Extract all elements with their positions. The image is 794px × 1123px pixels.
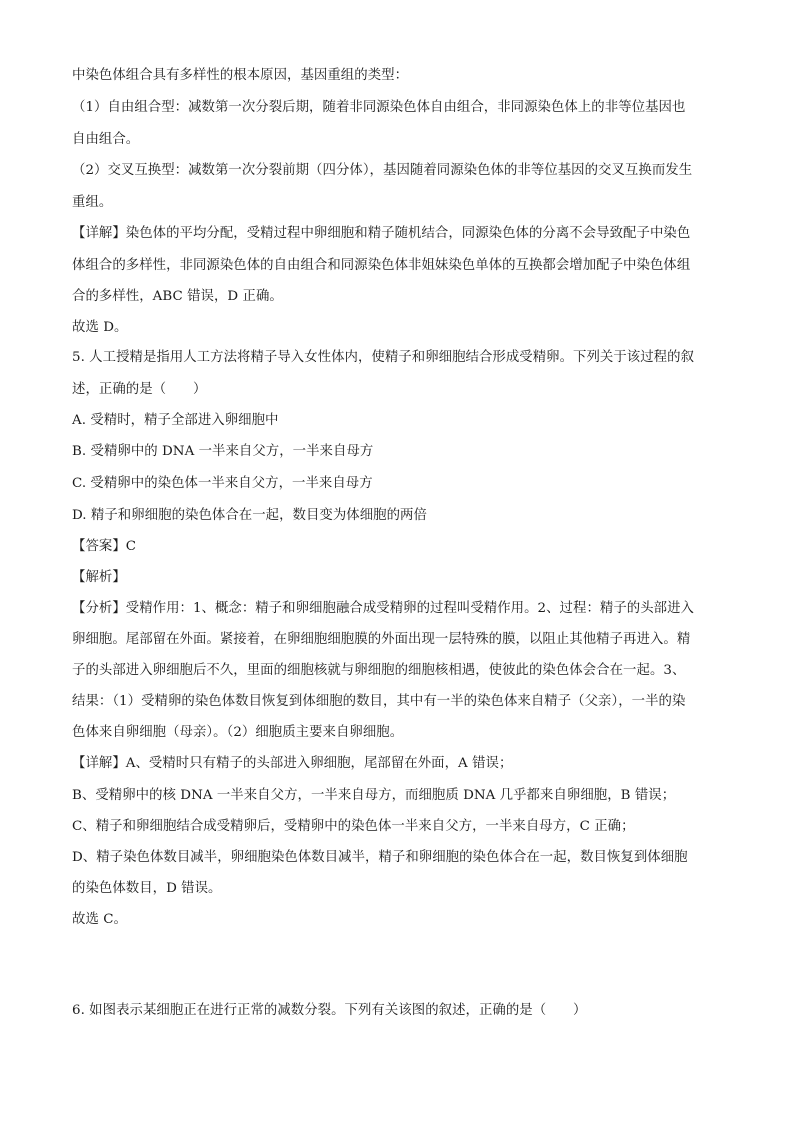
text-line: （1）自由组合型：减数第一次分裂后期，随着非同源染色体自由组合，非同源染色体上的非等位基因也 xyxy=(72,100,686,115)
text-line: 【详解】染色体的平均分配，受精过程中卵细胞和精子随机结合，同源染色体的分离不会导致配子中染色 xyxy=(72,226,691,241)
text-line: D、精子染色体数目减半，卵细胞染色体数目减半，精子和卵细胞的染色体合在一起，数目恢复到体细胞 xyxy=(72,850,688,865)
text-line: C、精子和卵细胞结合成受精卵后，受精卵中的染色体一半来自父方，一半来自母方，C 正确； xyxy=(72,819,635,834)
question-5-stem: 述，正确的是（ ） xyxy=(72,382,207,397)
text-line: 的染色体数目，D 错误。 xyxy=(72,881,222,896)
text-line: 色体来自卵细胞（母亲）。（2）细胞质主要来自卵细胞。 xyxy=(72,725,404,740)
option-d: D. 精子和卵细胞的染色体合在一起，数目变为体细胞的两倍 xyxy=(72,508,427,523)
text-line: 【详解】A、受精时只有精子的头部进入卵细胞，尾部留在外面，A 错误； xyxy=(72,756,513,771)
text-line: 故选 C。 xyxy=(72,912,127,927)
text-line: 重组。 xyxy=(72,195,113,210)
text-line: 结果：（1）受精卵的染色体数目恢复到体细胞的数目，其中有一半的染色体来自精子（父亲），一半的染 xyxy=(72,694,686,709)
answer-label: 【答案】C xyxy=(72,539,137,554)
text-line: 中染色体组合具有多样性的根本原因，基因重组的类型： xyxy=(72,68,409,83)
text-line: 卵细胞。尾部留在外面。紧接着，在卵细胞细胞膜的外面出现一层特殊的膜，以阻止其他精子再进入。精 xyxy=(72,632,691,647)
text-line: 子的头部进入卵细胞后不久，里面的细胞核就与卵细胞的细胞核相遇，使彼此的染色体会合在一起。3、 xyxy=(72,663,686,678)
text-line: 【分析】受精作用：1、概念：精子和卵细胞融合成受精卵的过程叫受精作用。2、过程：精子的头部进入 xyxy=(72,601,694,616)
question-5-stem: 5. 人工授精是指用人工方法将精子导入女性体内，使精子和卵细胞结合形成受精卵。下列关于该过程的叙 xyxy=(72,350,695,365)
option-b: B. 受精卵中的 DNA 一半来自父方，一半来自母方 xyxy=(72,444,374,459)
question-6-stem: 6. 如图表示某细胞正在进行正常的减数分裂。下列有关该图的叙述，正确的是（ ） xyxy=(72,1003,587,1018)
text-line: （2）交叉互换型：减数第一次分裂前期（四分体），基因随着同源染色体的非等位基因的交叉互换而发生 xyxy=(72,163,693,178)
text-line: B、受精卵中的核 DNA 一半来自父方，一半来自母方，而细胞质 DNA 几乎都来自卵细胞，B 错误； xyxy=(72,788,676,803)
text-line: 合的多样性，ABC 错误，D 正确。 xyxy=(72,289,283,304)
option-a: A. 受精时，精子全部进入卵细胞中 xyxy=(72,413,279,428)
text-line: 体组合的多样性，非同源染色体的自由组合和同源染色体非姐妹染色单体的互换都会增加配子中染色体组 xyxy=(72,258,691,273)
analysis-label: 【解析】 xyxy=(72,570,126,585)
text-line: 故选 D。 xyxy=(72,320,128,335)
option-c: C. 受精卵中的染色体一半来自父方，一半来自母方 xyxy=(72,476,373,491)
text-line: 自由组合。 xyxy=(72,132,140,147)
